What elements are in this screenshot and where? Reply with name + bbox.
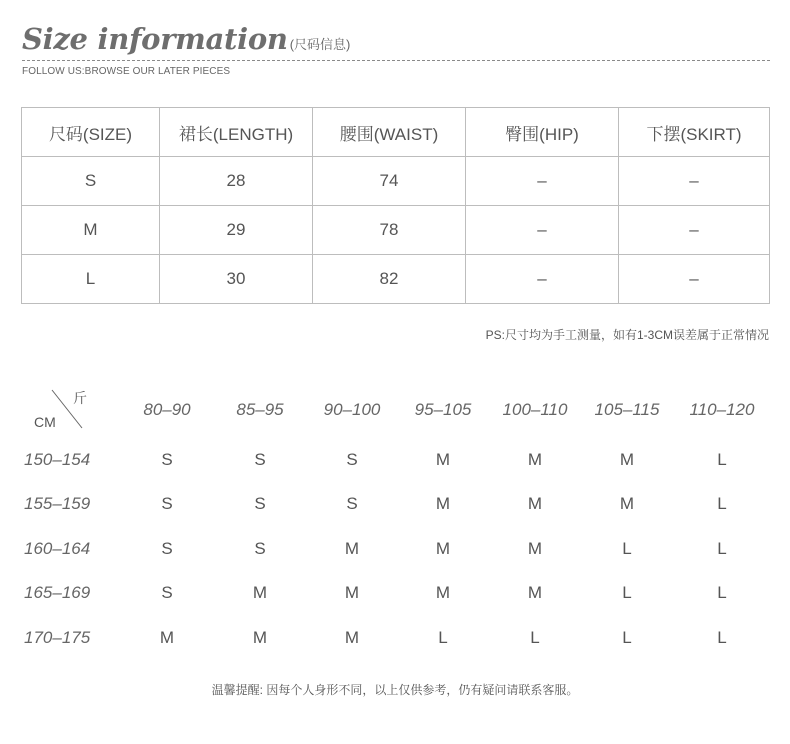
- size-cell: S: [254, 494, 266, 513]
- weight-range-header: 105–115: [594, 400, 660, 419]
- size-cell: M: [435, 539, 451, 558]
- size-cell: L: [717, 583, 727, 602]
- footer-note: 温馨提醒: 因每个人身形不同，以上仅供参考，仍有疑问请联系客服。: [211, 683, 579, 697]
- size-cell: M: [344, 583, 360, 602]
- height-range-label: 160–164: [24, 539, 91, 558]
- table-cell: L: [22, 255, 160, 304]
- table-cell: M: [22, 206, 160, 255]
- page-subtitle: (尺码信息): [289, 37, 351, 52]
- size-cell: S: [161, 494, 173, 513]
- table-cell: –: [466, 206, 619, 255]
- weight-range-header: 80–90: [143, 400, 191, 419]
- size-cell: S: [346, 450, 358, 469]
- weight-range-header: 110–120: [689, 400, 755, 419]
- size-cell: M: [252, 583, 268, 602]
- measurement-note: PS:尺寸均为手工测量，如有1-3CM误差属于正常情况: [485, 328, 769, 342]
- size-cell: M: [435, 494, 451, 513]
- dashed-divider: [22, 60, 770, 61]
- size-cell: L: [717, 628, 727, 647]
- size-cell: M: [435, 450, 451, 469]
- table-cell: 78: [313, 206, 466, 255]
- size-cell: L: [622, 583, 632, 602]
- table-cell: 30: [160, 255, 313, 304]
- table-row: [22, 206, 770, 255]
- table-cell: 74: [313, 157, 466, 206]
- height-range-label: 150–154: [24, 450, 91, 469]
- table-cell: –: [619, 206, 770, 255]
- size-cell: S: [254, 539, 266, 558]
- column-header: 裙长(LENGTH): [160, 108, 313, 157]
- size-cell: M: [527, 539, 543, 558]
- table-row: [0, 539, 790, 569]
- column-header: 腰围(WAIST): [313, 108, 466, 157]
- table-row: [22, 255, 770, 304]
- weight-unit-label: 斤: [73, 390, 87, 406]
- table-row: [0, 583, 790, 613]
- size-cell: M: [527, 583, 543, 602]
- height-unit-label: CM: [34, 414, 56, 430]
- height-range-label: 155–159: [24, 494, 91, 513]
- table-cell: –: [619, 157, 770, 206]
- weight-range-header: 90–100: [323, 400, 381, 419]
- table-row: [0, 628, 790, 658]
- table-cell: 29: [160, 206, 313, 255]
- size-cell: L: [717, 450, 727, 469]
- title-row: [22, 22, 770, 56]
- height-range-label: 170–175: [24, 628, 91, 647]
- size-cell: M: [435, 583, 451, 602]
- size-cell: M: [159, 628, 175, 647]
- size-cell: M: [527, 450, 543, 469]
- weight-range-header: 100–110: [502, 400, 568, 419]
- size-cell: M: [619, 494, 635, 513]
- table-cell: 28: [160, 157, 313, 206]
- table-cell: –: [619, 255, 770, 304]
- page-title: Size information: [22, 22, 288, 56]
- size-cell: L: [530, 628, 540, 647]
- size-table: [21, 107, 770, 304]
- size-cell: L: [622, 539, 632, 558]
- size-cell: M: [252, 628, 268, 647]
- size-cell: M: [344, 628, 360, 647]
- weight-range-header: 85–95: [236, 400, 284, 419]
- size-cell: L: [622, 628, 632, 647]
- size-cell: S: [254, 450, 266, 469]
- column-header: 尺码(SIZE): [22, 108, 160, 157]
- size-cell: M: [619, 450, 635, 469]
- height-range-label: 165–169: [24, 583, 91, 602]
- size-cell: M: [344, 539, 360, 558]
- header: [22, 22, 770, 77]
- size-cell: S: [161, 450, 173, 469]
- table-row: [0, 494, 790, 524]
- follow-text: FOLLOW US:BROWSE OUR LATER PIECES: [22, 66, 231, 77]
- table-cell: –: [466, 255, 619, 304]
- table-cell: 82: [313, 255, 466, 304]
- size-cell: L: [438, 628, 448, 647]
- size-cell: S: [161, 539, 173, 558]
- table-cell: –: [466, 157, 619, 206]
- table-cell: S: [22, 157, 160, 206]
- column-header: 下摆(SKIRT): [619, 108, 770, 157]
- size-table-header-row: [22, 108, 770, 157]
- size-cell: M: [527, 494, 543, 513]
- size-cell: L: [717, 494, 727, 513]
- size-cell: S: [346, 494, 358, 513]
- size-cell: S: [161, 583, 173, 602]
- column-header: 臀围(HIP): [466, 108, 619, 157]
- weight-range-header: 95–105: [414, 400, 472, 419]
- weight-header-row: [0, 400, 790, 430]
- table-row: [0, 450, 790, 480]
- size-cell: L: [717, 539, 727, 558]
- table-row: [22, 157, 770, 206]
